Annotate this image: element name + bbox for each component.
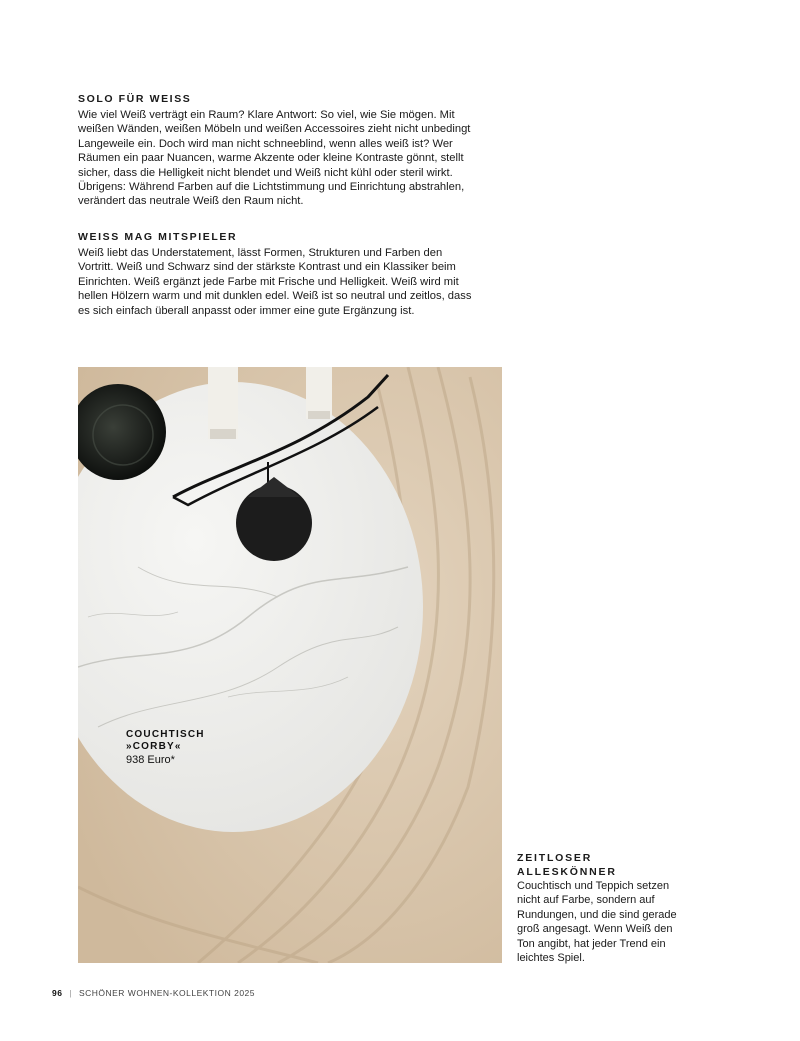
text-line: Ton angibt, hat jeder Trend ein [517, 937, 666, 950]
text-line: leichtes Spiel. [517, 952, 585, 965]
text-line: es sich einfach überall anpasst oder immer eine gute Ergänzung ist. [78, 304, 415, 317]
product-photo [78, 367, 502, 963]
page-footer [52, 988, 255, 998]
candle [208, 367, 238, 439]
caption-heading-line2: ALLESKÖNNER [517, 866, 617, 878]
product-name-line2: »CORBY« [126, 741, 182, 753]
section-weiss-mag-mitspieler [78, 230, 478, 318]
photo-caption [517, 851, 687, 965]
section-body [78, 108, 478, 209]
text-line: Rundungen, und die sind gerade [517, 908, 677, 921]
product-name-line1: COUCHTISCH [126, 729, 205, 740]
text-line: Einrichten. Weiß ergänzt jede Farbe mit Frische und Helligkeit. Weiß wird mit [78, 275, 459, 288]
text-line: verändert das neutrale Weiß den Raum nicht. [78, 195, 304, 208]
page-number: 96 [52, 988, 63, 998]
text-line: nicht auf Farbe, sondern auf [517, 894, 655, 907]
text-line: weißen Wänden, weißen Möbeln und weißen Accessoires zieht nicht unbedingt [78, 123, 471, 136]
publication-name: SCHÖNER WOHNEN-KOLLEKTION 2025 [78, 988, 256, 998]
footer-separator: | [69, 988, 73, 998]
text-line: Räumen ein paar Nuancen, warme Akzente oder kleine Kontraste gönnt, stellt [78, 152, 464, 165]
text-line: hellen Hölzern warm und mit dunklen edel. Weiß ist so neutral und zeitlos, dass [78, 290, 472, 303]
product-price: 938 Euro* [126, 753, 175, 766]
text-line: groß angesagt. Wenn Weiß den [517, 923, 673, 936]
caption-body [517, 879, 687, 965]
text-line: Vortritt. Weiß und Schwarz sind der stärkste Kontrast und ein Klassiker beim [78, 261, 456, 274]
section-heading: WEISS MAG MITSPIELER [78, 231, 238, 243]
text-line: Couchtisch und Teppich setzen [517, 880, 670, 892]
text-line: Weiß liebt das Understatement, lässt Formen, Strukturen und Farben den [78, 247, 443, 259]
text-line: Langeweile ein. Doch wird man nicht schneeblind, wenn alles weiß ist? Wer [78, 137, 453, 150]
text-line: Wie viel Weiß verträgt ein Raum? Klare Antwort: So viel, wie Sie mögen. Mit [78, 109, 455, 121]
product-label [126, 729, 246, 766]
caption-heading-line1: ZEITLOSER [517, 852, 593, 864]
text-line: sicher, dass die Helligkeit nicht blendet und Weiß nicht kühl oder steril wirkt. [78, 166, 453, 179]
section-solo-fuer-weiss [78, 92, 478, 209]
section-heading: SOLO FÜR WEISS [78, 93, 192, 105]
section-body [78, 246, 478, 318]
text-line: Übrigens: Während Farben auf die Lichtstimmung und Einrichtung abstrahlen, [78, 181, 465, 194]
